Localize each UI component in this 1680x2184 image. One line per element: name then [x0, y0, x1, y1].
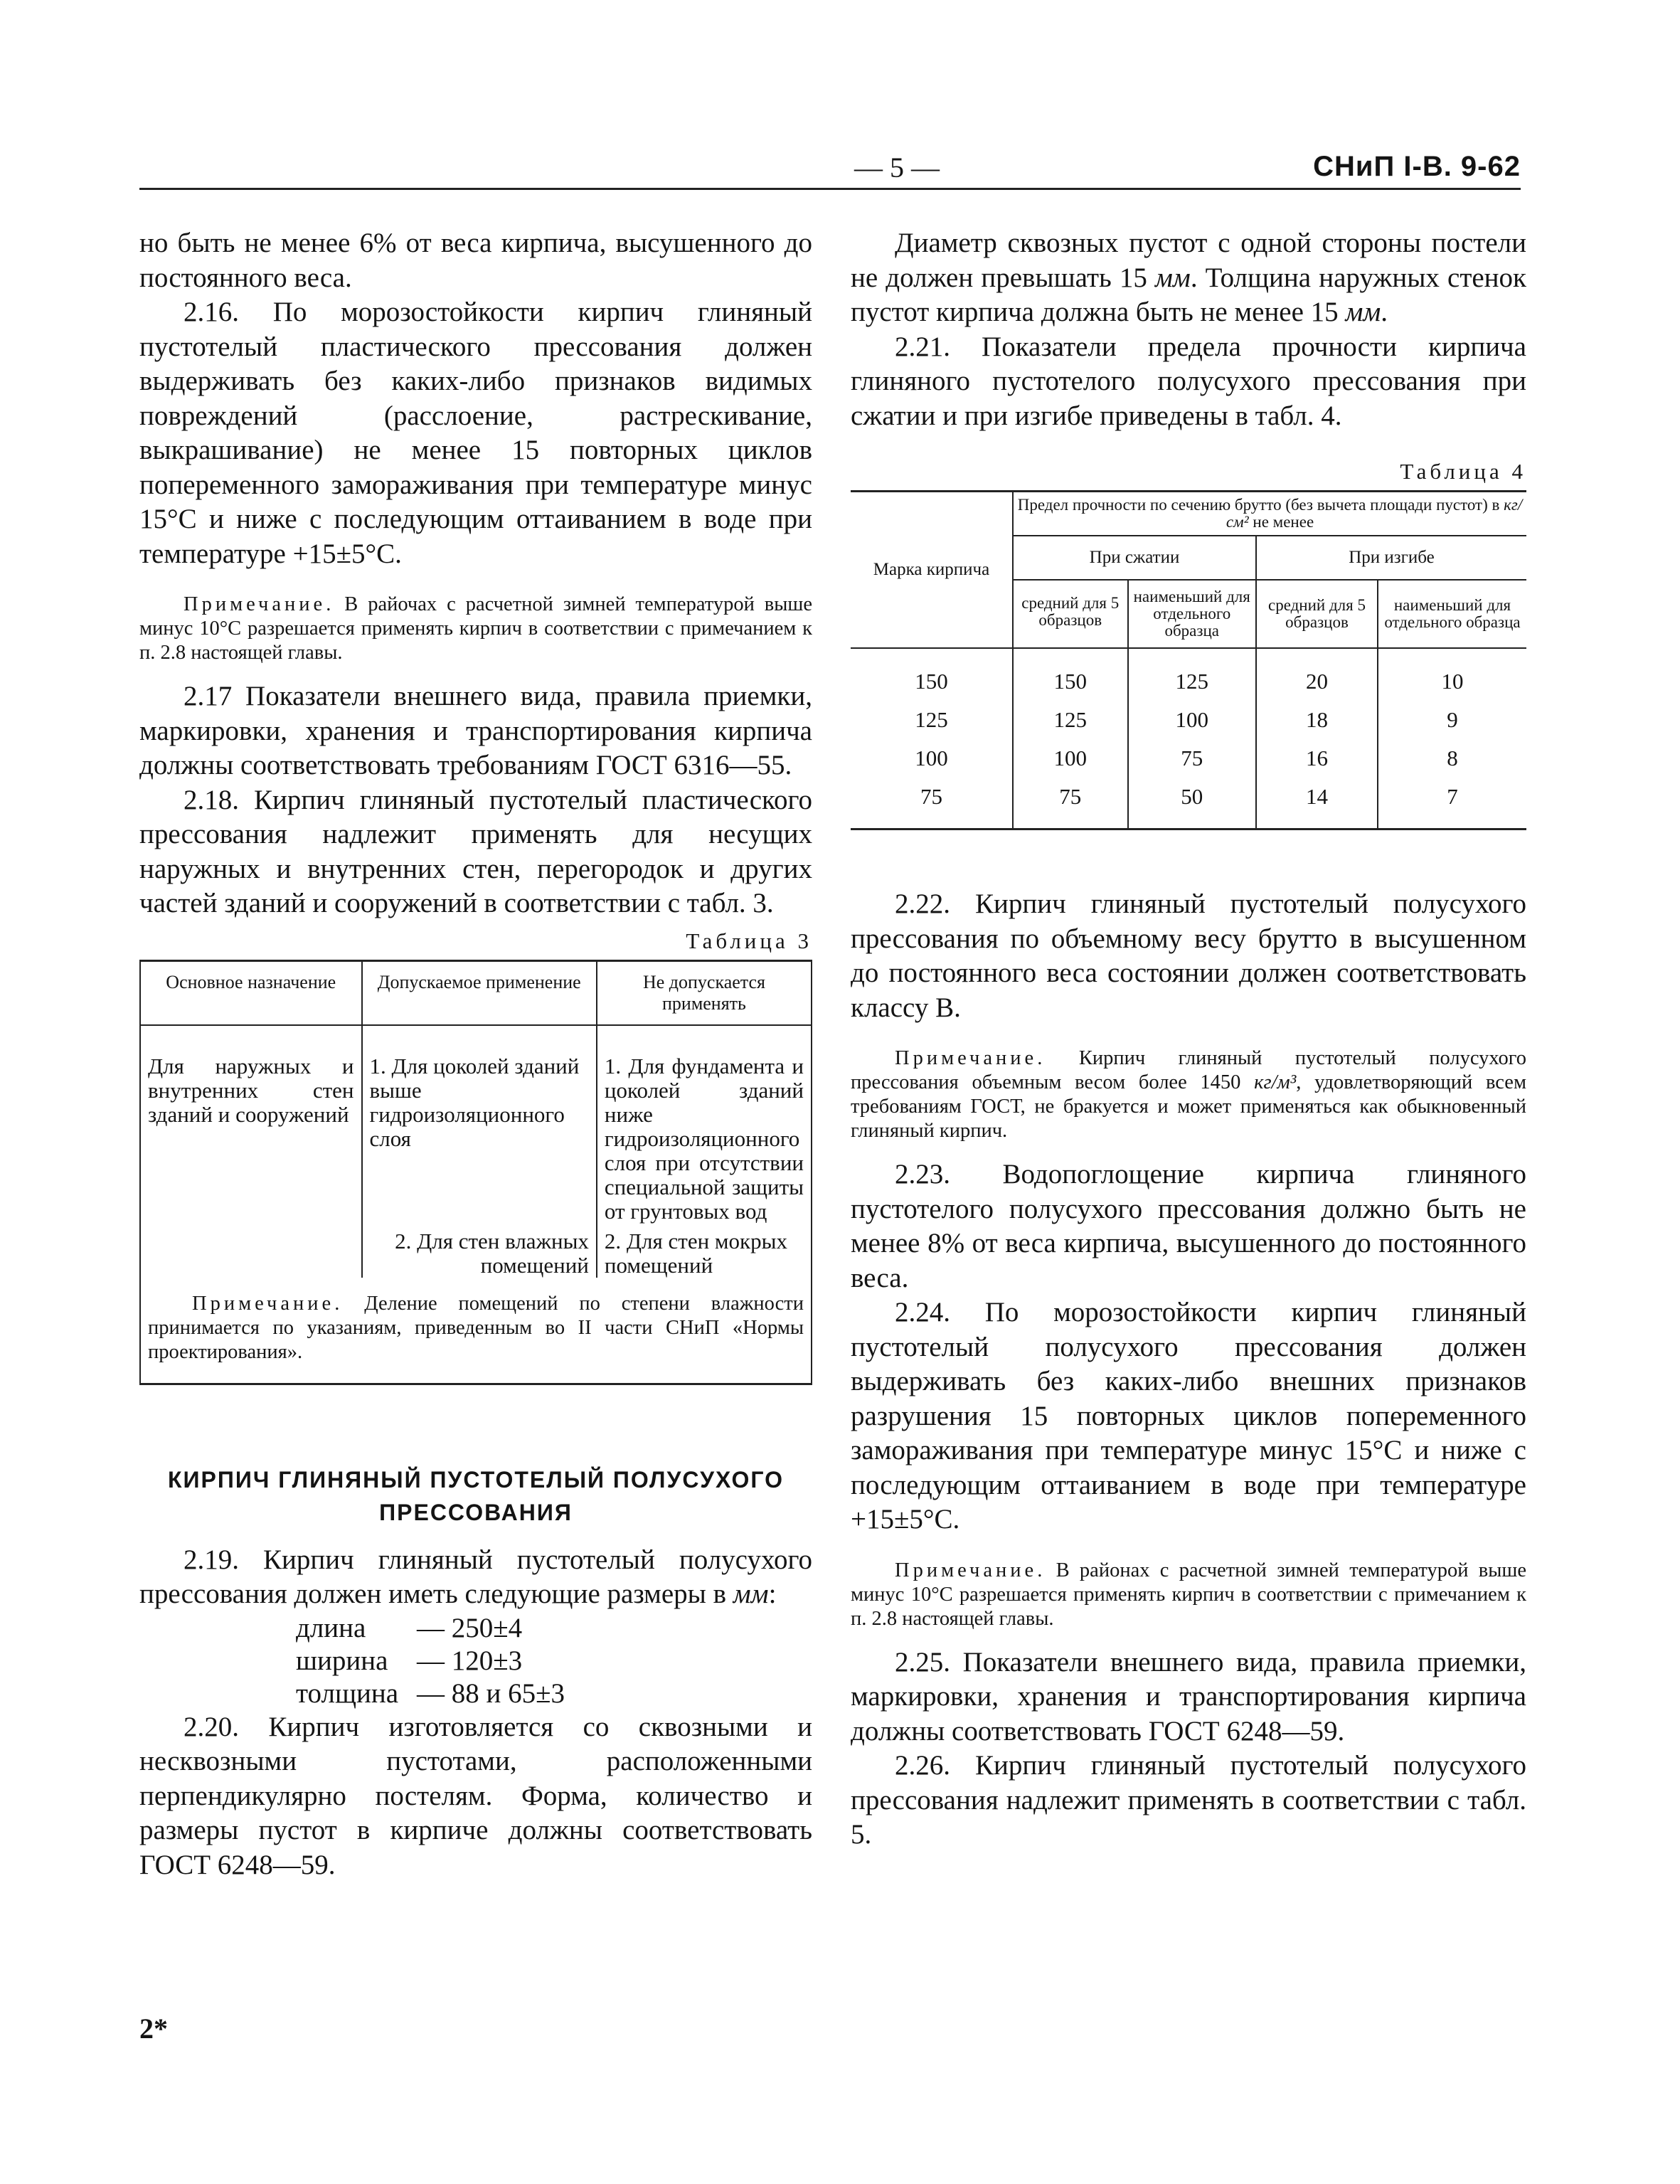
table-header-cell: При изгибе — [1256, 536, 1526, 580]
table-cell: 1. Для фундамента и цоколей зданий ниже гидроизоляционного слоя при отсутствии специальной защиты от грунтовых вод — [604, 1053, 804, 1224]
clause-2-16: 2.16. По морозостойкости кирпич глиняный пустотелый пластического прессования должен выдерживать без каких-либо признаков видимых повреждений (расслоение, растрескивание, выкрашивание) не менее 15 повторных циклов попеременного замораживания при температуре минус 15°С и ниже с последующим оттаиванием в воде при температуре +15±5°С. — [139, 297, 812, 569]
table-group-header: Предел прочности по сечению брутто (без вычета площади пустот) в кг/см² не менее — [1013, 492, 1526, 536]
table-cell — [140, 1224, 362, 1278]
unit: мм — [733, 1579, 769, 1609]
clause-2-22: 2.22. Кирпич глиняный пустотелый полусухого прессования по объемному весу брутто в высушенном до постоянного веса состоянии должен соответствовать классу В. — [851, 889, 1526, 1023]
table-subheader-cell: средний для 5 образцов — [1013, 580, 1128, 648]
clause-2-18: 2.18. Кирпич глиняный пустотелый пластического прессования надлежит применять для несущих наружных и внутренних стен, перегородок и других частей зданий и сооружений в соответствии с табл. 3. — [139, 784, 812, 918]
clause-number: 2.21. — [895, 331, 950, 362]
table-note-row — [140, 1278, 812, 1384]
note-label: Примечание. — [895, 1559, 1046, 1581]
header-rule — [139, 188, 1521, 190]
table-cell: 100 — [851, 739, 1013, 778]
dimensions-list — [296, 1612, 812, 1710]
clause-number: 2.22. — [895, 889, 950, 919]
clause-number: 2.17 — [184, 681, 233, 711]
clause-number: 2.24. — [895, 1297, 950, 1327]
table-row — [140, 1025, 812, 1224]
table-cell: 8 — [1447, 746, 1458, 770]
table-3-caption: Таблица 3 — [686, 928, 812, 953]
clause-2-19: 2.19. Кирпич глиняный пустотелый полусухого прессования должен иметь следующие размеры в мм: — [139, 1544, 812, 1609]
table-cell: 125 — [851, 701, 1013, 739]
table-cell: 2. Для стен мокрых помещений — [604, 1228, 787, 1278]
table-cell: 2. Для стен влажных помещений — [362, 1224, 597, 1278]
section-title: КИРПИЧ ГЛИНЯНЫЙ ПУСТОТЕЛЫЙ ПОЛУСУХОГО ПРЕССОВАНИЯ — [168, 1466, 784, 1525]
unit: мм — [1345, 297, 1381, 327]
clause-2-26: 2.26. Кирпич глиняный пустотелый полусухого прессования надлежит применять в соответствии с табл. 5. — [851, 1750, 1526, 1850]
table-cell: 150 — [1013, 648, 1128, 701]
clause-2-17: 2.17 Показатели внешнего вида, правила приемки, маркировки, хранения и транспортирования кирпича должны соответствовать требованиям ГОСТ 6316—55. — [139, 681, 812, 780]
document-code: СНиП I-В. 9-62 — [1313, 151, 1521, 182]
clause-number: 2.19. — [184, 1544, 239, 1575]
table-cell: 7 — [1447, 784, 1458, 809]
note-label: Примечание. — [184, 593, 335, 615]
table-subheader-cell: наименьший для отдельного образца — [1378, 580, 1526, 648]
table-cell: 9 — [1447, 707, 1458, 732]
clause-number: 2.23. — [895, 1159, 950, 1189]
table-header-cell: При сжатии — [1013, 536, 1256, 580]
table-row — [851, 739, 1526, 778]
table-cell: 50 — [1128, 778, 1257, 829]
table-row — [851, 778, 1526, 829]
clause-2-21: 2.21. Показатели предела прочности кирпича глиняного пустотелого полусухого прессования при сжатии и при изгибе приведены в табл. 4. — [851, 331, 1526, 431]
table-header-cell: Марка кирпича — [851, 492, 1013, 649]
table-subheader-cell: средний для 5 образцов — [1256, 580, 1378, 648]
table-row — [851, 701, 1526, 739]
note-label: Примечание. — [895, 1047, 1046, 1069]
page-number: — 5 — — [854, 152, 940, 184]
table-cell: 100 — [1128, 701, 1257, 739]
table-cell: 16 — [1256, 739, 1378, 778]
table-cell: 75 — [1128, 739, 1257, 778]
table-cell: 1. Для цоколей зданий выше гидроизоляционного слоя — [362, 1025, 597, 1224]
clause-2-24: 2.24. По морозостойкости кирпич глиняный пустотелый полусухого прессования должен выдерживать без каких-либо внешних признаков разрушения 15 повторных циклов попеременного замораживания при температуре минус 15°С и ниже с последующим оттаиванием в воде при температуре +15±5°С. — [851, 1297, 1526, 1534]
dimension-item: толщина — 88 и 65±3 — [296, 1677, 565, 1709]
unit: мм — [1155, 262, 1191, 293]
note-2-22: Примечание. Кирпич глиняный пустотелый полусухого прессования объемным весом более 1450 кг/м³, удовлетворяющий всем требованиям ГОСТ, не бракуется и может применяться как обыкновенный глиняный кирпич. — [851, 1047, 1526, 1142]
table-cell: Для наружных и внутренних стен зданий и сооружений — [140, 1025, 362, 1224]
table-note: Примечание. Деление помещений по степени влажности принимается по указаниям, приведенным во II части СНиП «Нормы проектирования». — [148, 1292, 804, 1363]
left-column — [139, 226, 812, 1882]
note-label: Примечание. — [192, 1292, 344, 1315]
table-4-caption: Таблица 4 — [1400, 459, 1526, 484]
signature-mark: 2* — [139, 2013, 168, 2045]
table-header-cell: Допускаемое применение — [362, 960, 597, 1025]
note-2-16: Примечание. В райочах с расчетной зимней температурой выше минус 10°С разрешается применять кирпич в соответствии с примечанием к п. 2.8 настоящей главы. — [139, 593, 812, 664]
table-subheader-cell: наименьший для отдельного образца — [1128, 580, 1257, 648]
table-header-cell: Основное назначение — [140, 960, 362, 1025]
dimension-item: длина — 250±4 — [296, 1612, 523, 1643]
table-row — [851, 648, 1526, 701]
clause-2-23: 2.23. Водопоглощение кирпича глиняного пустотелого полусухого прессования должно быть не менее 8% от веса кирпича, высушенного до постоянного веса. — [851, 1159, 1526, 1293]
paragraph-diameter: Диаметр сквозных пустот с одной стороны постели не должен превышать 15 мм. Толщина наружных стенок пустот кирпича должна быть не менее 15 мм. — [851, 228, 1527, 327]
unit: кг/м³ — [1254, 1071, 1297, 1093]
table-row — [140, 1224, 812, 1278]
page-header — [139, 151, 1521, 188]
table-cell: 150 — [851, 648, 1013, 701]
dimension-item: ширина — 120±3 — [296, 1645, 523, 1676]
table-cell: 10 — [1441, 669, 1464, 694]
right-column — [851, 226, 1526, 1852]
table-header-cell: Не допускается применять — [597, 960, 812, 1025]
table-4 — [851, 490, 1526, 830]
clause-number: 2.18. — [184, 784, 239, 815]
clause-number: 2.25. — [895, 1646, 950, 1677]
table-cell: 18 — [1256, 701, 1378, 739]
table-cell: 125 — [1013, 701, 1128, 739]
clause-number: 2.20. — [184, 1711, 239, 1742]
table-header-row — [140, 960, 812, 1025]
paragraph-continued: но быть не менее 6% от веса кирпича, высушенного до постоянного веса. — [139, 228, 812, 293]
clause-2-20: 2.20. Кирпич изготовляется со сквозными и несквозными пустотами, расположенными перпендикулярно постелям. Форма, количество и размеры пустот в кирпиче должны соответствовать ГОСТ 6248—59. — [139, 1711, 812, 1880]
table-cell: 100 — [1013, 739, 1128, 778]
clause-2-25: 2.25. Показатели внешнего вида, правила приемки, маркировки, хранения и транспортирования кирпича должны соответствовать ГОСТ 6248—59. — [851, 1646, 1526, 1746]
table-cell: 75 — [851, 778, 1013, 829]
table-cell: 75 — [1013, 778, 1128, 829]
table-3 — [139, 960, 812, 1385]
table-cell: 125 — [1128, 648, 1257, 701]
table-cell: 14 — [1256, 778, 1378, 829]
clause-number: 2.16. — [184, 297, 239, 327]
note-2-24: Примечание. В районах с расчетной зимней температурой выше минус 10°С разрешается применять кирпич в соответствии с примечанием к п. 2.8 настоящей главы. — [851, 1559, 1526, 1630]
table-cell: 20 — [1256, 648, 1378, 701]
clause-number: 2.26. — [895, 1750, 950, 1781]
